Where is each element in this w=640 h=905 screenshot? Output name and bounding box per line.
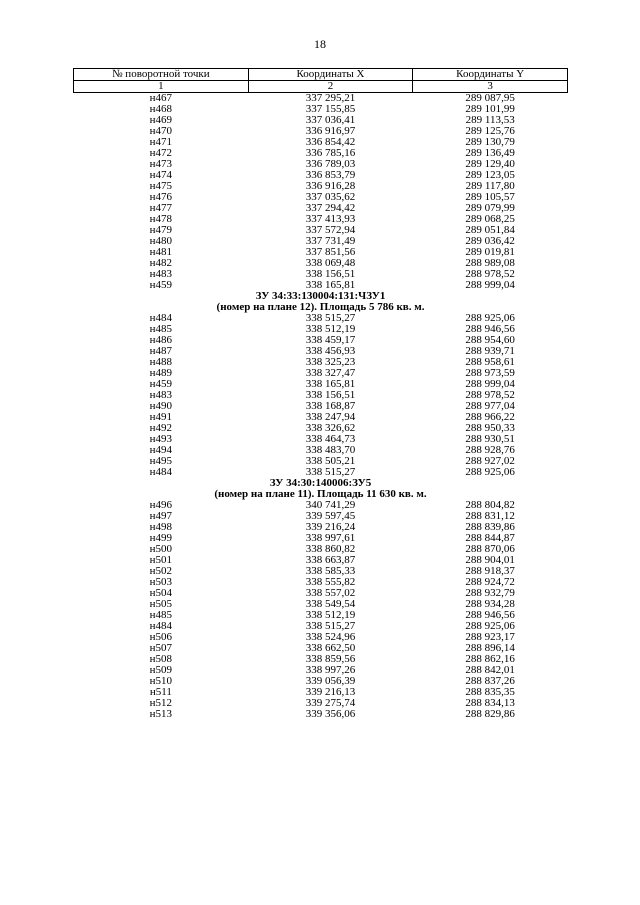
coord-y-cell: 288 835,35 xyxy=(465,686,515,698)
coord-x-cell: 337 035,62 xyxy=(305,191,356,203)
coord-x-cell: 338 326,62 xyxy=(305,422,356,434)
section-heading: ЗУ 34:33:130004:131:ЧЗУ1 xyxy=(255,290,386,302)
coord-y-cell: 288 925,06 xyxy=(465,312,515,324)
coord-y-cell: 288 923,17 xyxy=(465,631,515,643)
coord-x-cell: 338 327,47 xyxy=(305,367,356,379)
coord-x-cell: 338 557,02 xyxy=(305,587,356,599)
point-number-cell: н482 xyxy=(149,257,173,269)
coord-y-cell: 288 932,79 xyxy=(465,587,515,599)
point-number-cell: н502 xyxy=(149,565,173,577)
coord-y-cell: 289 036,42 xyxy=(465,235,515,247)
coord-x-cell: 338 515,27 xyxy=(305,620,356,632)
coord-y-cell: 288 834,13 xyxy=(465,697,515,709)
coord-y-cell: 288 837,26 xyxy=(465,675,515,687)
coord-y-cell: 288 918,37 xyxy=(465,565,515,577)
point-number-cell: н507 xyxy=(149,642,173,654)
coord-x-cell: 339 275,74 xyxy=(305,697,356,709)
section-heading: ЗУ 34:30:140006:ЗУ5 xyxy=(269,477,372,489)
coord-x-cell: 338 483,70 xyxy=(305,444,356,456)
coordinates-table xyxy=(73,68,568,720)
coord-x-cell: 338 997,61 xyxy=(305,532,356,544)
coord-y-cell: 289 123,05 xyxy=(465,169,515,181)
coord-y-cell: 288 978,52 xyxy=(465,268,515,280)
column-number: 1 xyxy=(74,81,249,93)
point-number-cell: н508 xyxy=(149,653,173,665)
coord-y-cell: 288 999,04 xyxy=(465,378,515,390)
page-number: 18 xyxy=(314,37,326,51)
coord-x-cell: 336 854,42 xyxy=(305,136,356,148)
coord-y-cell: 289 068,25 xyxy=(465,213,515,225)
coord-y-cell: 288 925,06 xyxy=(465,620,515,632)
coord-x-cell: 338 997,26 xyxy=(305,664,356,676)
point-number-cell: н473 xyxy=(149,158,173,170)
coord-x-cell: 338 464,73 xyxy=(305,433,356,445)
point-number-cell: н469 xyxy=(149,114,173,126)
coord-y-cell: 288 924,72 xyxy=(465,576,515,588)
point-number-cell: н468 xyxy=(149,103,173,115)
point-number-cell: н492 xyxy=(149,422,173,434)
coord-x-cell: 339 356,06 xyxy=(305,708,356,720)
coord-x-cell: 338 325,23 xyxy=(305,356,356,368)
point-number-cell: н481 xyxy=(149,246,173,258)
coord-y-cell: 288 925,06 xyxy=(465,466,515,478)
coord-x-cell: 339 216,24 xyxy=(305,521,356,533)
coord-x-cell: 336 916,28 xyxy=(305,180,356,192)
header-coord-x: Координаты X xyxy=(248,69,413,81)
column-number: 3 xyxy=(413,81,568,93)
coord-y-cell: 288 844,87 xyxy=(465,532,515,544)
coord-x-cell: 338 156,51 xyxy=(305,268,356,280)
coord-y-cell: 289 087,95 xyxy=(465,92,515,104)
coord-x-cell: 337 295,21 xyxy=(305,92,356,104)
point-number-cell: н488 xyxy=(149,356,173,368)
coord-x-cell: 338 515,27 xyxy=(305,312,356,324)
point-number-cell: н472 xyxy=(149,147,173,159)
coord-x-cell: 338 524,96 xyxy=(305,631,356,643)
coord-x-cell: 337 294,42 xyxy=(305,202,356,214)
point-number-cell: н500 xyxy=(149,543,173,555)
coord-y-cell: 288 804,82 xyxy=(465,499,515,511)
coord-x-cell: 338 505,21 xyxy=(305,455,356,467)
point-number-cell: н484 xyxy=(149,620,173,632)
table-row xyxy=(74,709,568,720)
point-number-cell: н511 xyxy=(149,686,172,698)
coord-x-cell: 336 785,16 xyxy=(305,147,356,159)
section-heading: (номер на плане 11). Площадь 11 630 кв. м. xyxy=(214,488,427,500)
coord-x-cell: 338 459,17 xyxy=(305,334,356,346)
coord-x-cell: 338 662,50 xyxy=(305,642,356,654)
coord-y-cell: 289 125,76 xyxy=(465,125,515,137)
header-coord-y: Координаты Y xyxy=(413,69,568,81)
coord-x-cell: 338 555,82 xyxy=(305,576,356,588)
point-number-cell: н505 xyxy=(149,598,173,610)
coord-y-cell: 288 862,16 xyxy=(465,653,515,665)
coord-x-cell: 336 916,97 xyxy=(305,125,356,137)
point-number-cell: н477 xyxy=(149,202,173,214)
coord-y-cell: 289 136,49 xyxy=(465,147,515,159)
point-number-cell: н494 xyxy=(149,444,173,456)
coord-y-cell: 289 051,84 xyxy=(465,224,515,236)
point-number-cell: н504 xyxy=(149,587,173,599)
coord-x-cell: 337 572,94 xyxy=(305,224,356,236)
point-number-cell: н467 xyxy=(149,92,173,104)
coord-x-cell: 337 413,93 xyxy=(305,213,356,225)
point-number-cell: н512 xyxy=(149,697,173,709)
coord-x-cell: 338 168,87 xyxy=(305,400,356,412)
point-number-cell: н496 xyxy=(149,499,173,511)
point-number-cell: н474 xyxy=(149,169,173,181)
column-number: 2 xyxy=(248,81,413,93)
coord-x-cell: 338 549,54 xyxy=(305,598,356,610)
point-number-cell: н491 xyxy=(149,411,173,423)
point-number-cell: н486 xyxy=(149,334,173,346)
point-number-cell: н506 xyxy=(149,631,173,643)
coord-x-cell: 339 597,45 xyxy=(305,510,356,522)
coord-y-cell: 289 130,79 xyxy=(465,136,515,148)
coord-x-cell: 338 585,33 xyxy=(305,565,356,577)
point-number-cell: н485 xyxy=(149,323,173,335)
coord-y-cell: 288 946,56 xyxy=(465,323,515,335)
coord-y-cell: 288 977,04 xyxy=(465,400,515,412)
point-number-cell: н498 xyxy=(149,521,173,533)
coord-y-cell: 288 999,04 xyxy=(465,279,515,291)
point-number-cell: н483 xyxy=(149,268,173,280)
point-number-cell: н489 xyxy=(149,367,173,379)
point-number-cell: н485 xyxy=(149,609,173,621)
coord-x-cell: 336 853,79 xyxy=(305,169,356,181)
coord-y-cell: 289 129,40 xyxy=(465,158,515,170)
coord-y-cell: 288 958,61 xyxy=(465,356,515,368)
point-number-cell: н493 xyxy=(149,433,173,445)
coord-y-cell: 288 829,86 xyxy=(465,708,515,720)
coord-y-cell: 288 930,51 xyxy=(465,433,515,445)
table-body xyxy=(74,93,568,721)
coord-y-cell: 289 079,99 xyxy=(465,202,515,214)
point-number-cell: н480 xyxy=(149,235,173,247)
coord-x-cell: 338 860,82 xyxy=(305,543,356,555)
coord-x-cell: 338 247,94 xyxy=(305,411,356,423)
coord-y-cell: 288 946,56 xyxy=(465,609,515,621)
point-number-cell: н484 xyxy=(149,466,173,478)
coord-y-cell: 288 928,76 xyxy=(465,444,515,456)
coord-x-cell: 338 512,19 xyxy=(305,609,356,621)
coord-x-cell: 338 069,48 xyxy=(305,257,356,269)
section-heading: (номер на плане 12). Площадь 5 786 кв. м. xyxy=(216,301,425,313)
point-number-cell: н513 xyxy=(149,708,173,720)
coord-x-cell: 337 851,56 xyxy=(305,246,356,258)
coord-x-cell: 339 216,13 xyxy=(305,686,356,698)
point-number-cell: н479 xyxy=(149,224,173,236)
coord-y-cell: 288 842,01 xyxy=(465,664,515,676)
coord-y-cell: 289 113,53 xyxy=(465,114,515,126)
coord-y-cell: 288 978,52 xyxy=(465,389,515,401)
coord-y-cell: 288 934,28 xyxy=(465,598,515,610)
coord-x-cell: 338 663,87 xyxy=(305,554,356,566)
header-point-number: № поворотной точки xyxy=(74,69,249,81)
point-number-cell: н484 xyxy=(149,312,173,324)
point-number-cell: н471 xyxy=(149,136,173,148)
coord-y-cell: 288 870,06 xyxy=(465,543,515,555)
coord-y-cell: 288 927,02 xyxy=(465,455,515,467)
point-number-cell: н495 xyxy=(149,455,173,467)
coord-x-cell: 337 036,41 xyxy=(305,114,356,126)
coord-y-cell: 288 939,71 xyxy=(465,345,515,357)
coord-y-cell: 289 019,81 xyxy=(465,246,515,258)
coord-y-cell: 288 896,14 xyxy=(465,642,515,654)
header-row xyxy=(74,69,568,81)
point-number-cell: н476 xyxy=(149,191,173,203)
coord-x-cell: 338 456,93 xyxy=(305,345,356,357)
coord-x-cell: 337 731,49 xyxy=(305,235,356,247)
point-number-cell: н499 xyxy=(149,532,173,544)
coord-y-cell: 288 973,59 xyxy=(465,367,515,379)
coord-y-cell: 288 966,22 xyxy=(465,411,515,423)
column-number-row xyxy=(74,81,568,93)
point-number-cell: н478 xyxy=(149,213,173,225)
point-number-cell: н490 xyxy=(149,400,173,412)
coord-y-cell: 289 117,80 xyxy=(465,180,515,192)
coord-x-cell: 338 165,81 xyxy=(305,279,356,291)
point-number-cell: н470 xyxy=(149,125,173,137)
coord-y-cell: 288 831,12 xyxy=(465,510,515,522)
point-number-cell: н487 xyxy=(149,345,173,357)
point-number-cell: н503 xyxy=(149,576,173,588)
coord-y-cell: 288 904,01 xyxy=(465,554,515,566)
coord-x-cell: 339 056,39 xyxy=(305,675,356,687)
coord-x-cell: 338 859,56 xyxy=(305,653,356,665)
coord-y-cell: 288 954,60 xyxy=(465,334,515,346)
coord-x-cell: 340 741,29 xyxy=(305,499,356,511)
point-number-cell: н475 xyxy=(149,180,173,192)
point-number-cell: н459 xyxy=(149,378,173,390)
coord-y-cell: 289 101,99 xyxy=(465,103,515,115)
point-number-cell: н497 xyxy=(149,510,173,522)
point-number-cell: н509 xyxy=(149,664,173,676)
coord-x-cell: 338 165,81 xyxy=(305,378,356,390)
coord-x-cell: 338 512,19 xyxy=(305,323,356,335)
point-number-cell: н459 xyxy=(149,279,173,291)
point-number-cell: н483 xyxy=(149,389,173,401)
coord-x-cell: 336 789,03 xyxy=(305,158,356,170)
coord-y-cell: 289 105,57 xyxy=(465,191,515,203)
coord-x-cell: 338 156,51 xyxy=(305,389,356,401)
point-number-cell: н501 xyxy=(149,554,173,566)
point-number-cell: н510 xyxy=(149,675,173,687)
coord-x-cell: 337 155,85 xyxy=(305,103,356,115)
coord-y-cell: 288 950,33 xyxy=(465,422,515,434)
coord-y-cell: 288 989,08 xyxy=(465,257,515,269)
coord-x-cell: 338 515,27 xyxy=(305,466,356,478)
coord-y-cell: 288 839,86 xyxy=(465,521,515,533)
